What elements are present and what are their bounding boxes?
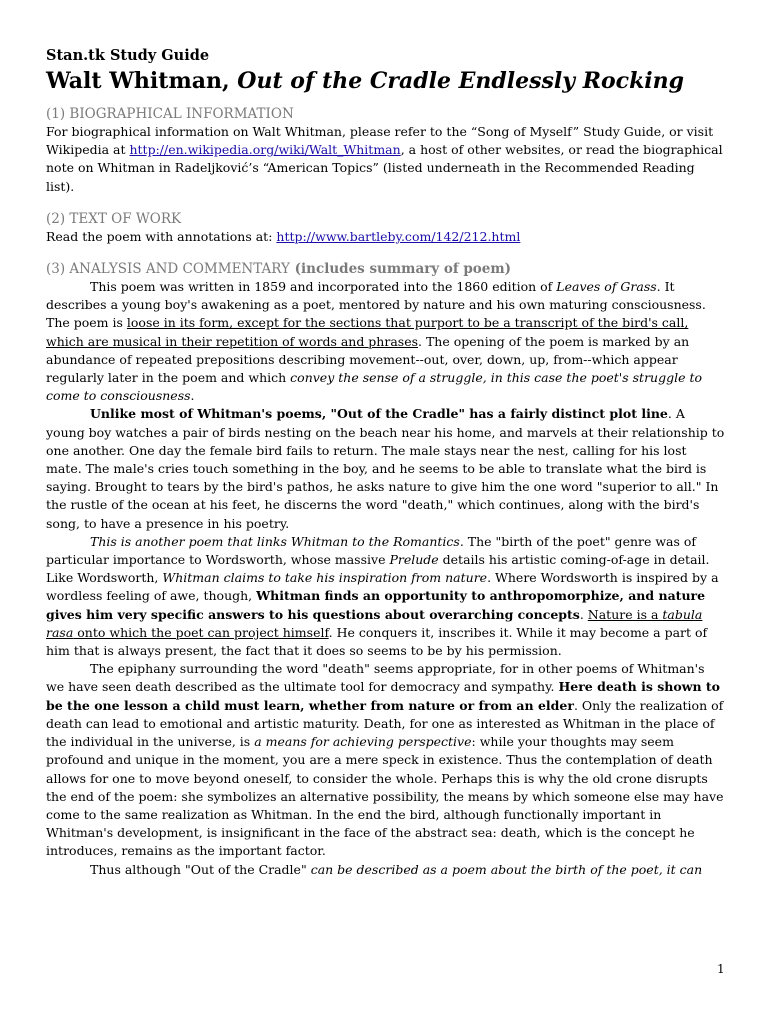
analysis-paragraph-5: [46, 861, 726, 879]
bartleby-link[interactable]: http://www.bartleby.com/142/212.html: [276, 228, 521, 244]
italic-text: can be described as a poem about the birth of the poet, it can: [310, 861, 703, 877]
italic-text: tabula rasa: [46, 606, 703, 640]
document-page: [46, 46, 726, 879]
italic-text: Whitman claims to take his inspiration from nature: [162, 570, 488, 586]
paragraph-text: For biographical information on Walt Whitman, please refer to the “Song of Myself” Study Guide, or visit Wikipedia at: [46, 124, 714, 158]
paragraph-text: .: [190, 388, 195, 404]
paragraph-text: Read the poem with annotations at:: [46, 228, 277, 244]
paragraph-text: The epiphany surrounding the word "death" seems appropriate, for in other poems of Whitman's we have seen death described as the ultimate tool for democracy and sympathy.: [46, 661, 705, 695]
document-title: [46, 66, 726, 96]
italic-text: a means for achieving perspective: [254, 734, 472, 750]
analysis-paragraph-3: [46, 533, 726, 660]
analysis-heading-subtitle: (includes summary of poem): [289, 261, 512, 278]
page-number: 1: [717, 962, 725, 976]
text-of-work-paragraph: [46, 228, 726, 246]
bold-text: Unlike most of Whitman's poems, "Out of the Cradle" has a fairly distinct plot line: [90, 406, 668, 422]
biographical-paragraph: [46, 123, 726, 196]
paragraph-text: . The "birth of the poet" genre was of particular importance to Wordsworth, whose massive: [46, 533, 697, 568]
underlined-text-part: Nature is a: [587, 606, 663, 622]
wikipedia-link[interactable]: http://en.wikipedia.org/wiki/Walt_Whitman: [129, 142, 401, 158]
title-author: Walt Whitman,: [46, 68, 238, 94]
analysis-paragraph-1: [46, 278, 726, 405]
paragraph-text: . He conquers it, inscribes it. While it may become a part of him that is always present, the fact that it does so seems to be by his permission.: [46, 624, 708, 659]
site-label: Stan.tk Study Guide: [46, 47, 210, 64]
italic-text: This is another poem that links Whitman to the Romantics: [90, 533, 460, 549]
underlined-text-part: onto which the poet can project himself: [73, 624, 329, 640]
section-heading-analysis: [46, 260, 726, 278]
paragraph-text: . A young boy watches a pair of birds nesting on the beach near his home, and marvels at their relationship to one another. One day the female bird fails to return. The male stays near the nest, calling for his lost mate. The male's cries touch something in the boy, and he seems to be able to translate what the bird is saying. Brought to tears by the bird's pathos, he asks nature to give him the one word "superior to all." In the rustle of the ocean at his feet, he discerns the word "death," which continues, along with the bird's song, to have a presence in his poetry.: [46, 406, 725, 531]
analysis-paragraph-2: [46, 405, 726, 532]
italic-title: Leaves of Grass: [556, 279, 657, 295]
italic-title: Prelude: [389, 552, 439, 568]
bold-text: Here death is shown to be the one lesson a child must learn, whether from nature or from an elder: [46, 679, 721, 713]
paragraph-text: Thus although "Out of the Cradle": [90, 861, 311, 877]
underlined-text: loose in its form, except for the sections that purport to be a transcript of the bird's call, which are musical in their repetition of words and phrases: [46, 315, 689, 349]
italic-text: convey the sense of a struggle, in this case the poet's struggle to come to consciousness: [46, 370, 703, 404]
paragraph-text: details his artistic coming-of-age in detail. Like Wordsworth,: [46, 552, 710, 586]
paragraph-text: .: [579, 606, 588, 622]
paragraph-text: : while your thoughts may seem profound and unique in the moment, you are a mere speck in existence. Thus the contemplation of death allows for one to move beyond oneself, to consider the whole. Perhaps this is why the old crone disrupts the end of the poem: she symbolizes an alternative possibility, the means by which someone else may have come to the same realization as Whitman. In the end the bird, although functionally important in Whitman's development, is insignificant in the face of the abstract sea: death, which is the concept he introduces, remains as the important factor.: [46, 734, 724, 859]
title-work: Out of the Cradle Endlessly Rocking: [237, 68, 685, 94]
section-heading-biographical: (1) BIOGRAPHICAL INFORMATION: [46, 106, 294, 122]
analysis-heading-text: (3) ANALYSIS AND COMMENTARY: [46, 261, 290, 278]
paragraph-text: This poem was written in 1859 and incorporated into the 1860 edition of: [90, 279, 557, 295]
paragraph-text: . The opening of the poem is marked by an abundance of repeated prepositions describing movement--out, over, down, up, from--which appear regularly later in the poem and which: [46, 333, 690, 386]
analysis-paragraph-4: [46, 660, 726, 860]
paragraph-text: . It describes a young boy's awakening as a poet, mentored by nature and his own maturing consciousness. The poem is: [46, 279, 706, 331]
paragraph-text: , a host of other websites, or read the biographical note on Whitman in Radeljković’s “American Topics” (listed underneath in the Recommended Reading list).: [46, 142, 723, 194]
section-heading-text-of-work: (2) TEXT OF WORK: [46, 210, 182, 227]
paragraph-text: . Where Wordsworth is inspired by a wordless feeling of awe, though,: [46, 570, 719, 604]
paragraph-text: . Only the realization of death can lead to emotional and artistic maturity. Death, for one as interested as Whitman in the place of the individual in the universe, is: [46, 697, 724, 750]
bold-text: Whitman finds an opportunity to anthropomorphize, and nature gives him very specific answers to his questions about overarching concepts: [46, 588, 706, 622]
